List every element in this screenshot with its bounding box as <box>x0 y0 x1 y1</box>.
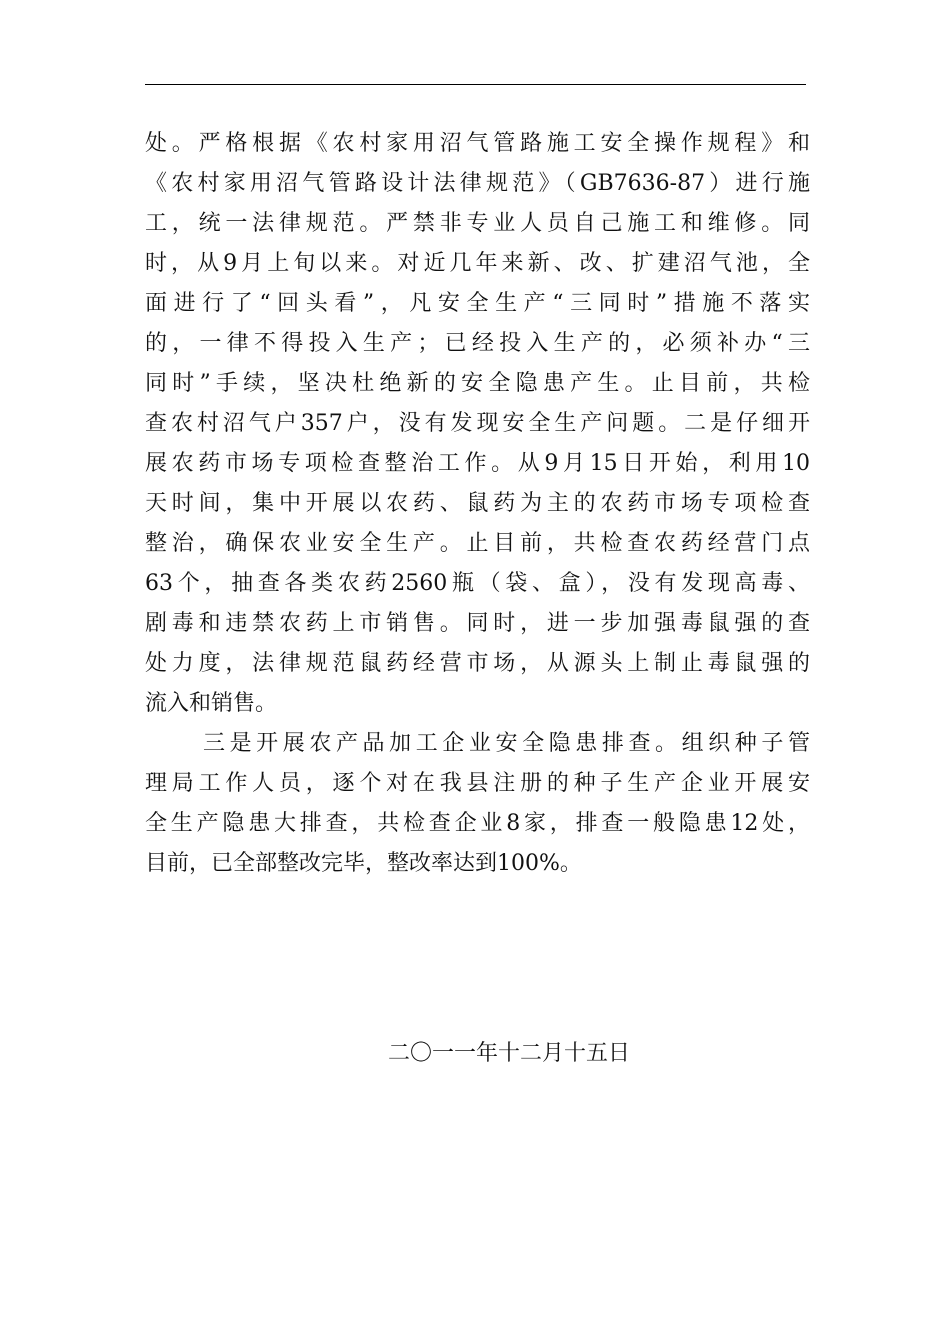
text-line: 《农村家用沼气管路设计法律规范》（GB7636-87）进行施 <box>145 171 810 196</box>
text-line: 天时间，集中开展以农药、鼠药为主的农药市场专项检查 <box>145 491 810 516</box>
text-line: 目前，已全部整改完毕，整改率达到100%。 <box>145 851 582 876</box>
text-line: 全生产隐患大排查，共检查企业8家，排查一般隐患12处， <box>145 811 810 836</box>
text-line: 展农药市场专项检查整治工作。从9月15日开始，利用10 <box>145 451 810 476</box>
text-line: 查农村沼气户357户，没有发现安全生产问题。二是仔细开 <box>145 411 810 436</box>
text-line: 面进行了“回头看”，凡安全生产“三同时”措施不落实 <box>145 291 810 316</box>
document-date: 二〇一一年十二月十五日 <box>388 1041 631 1066</box>
text-line: 整治，确保农业安全生产。止目前，共检查农药经营门点 <box>145 531 810 556</box>
paragraph-2 <box>145 724 810 884</box>
text-line: 剧毒和违禁农药上市销售。同时，进一步加强毒鼠强的查 <box>145 611 810 636</box>
text-line: 63个，抽查各类农药2560瓶（袋、盒），没有发现高毒、 <box>145 571 810 596</box>
text-line: 同时”手续，坚决杜绝新的安全隐患产生。止目前，共检 <box>145 371 810 396</box>
text-line: 处。严格根据《农村家用沼气管路施工安全操作规程》和 <box>145 131 810 156</box>
text-line: 时，从9月上旬以来。对近几年来新、改、扩建沼气池，全 <box>145 251 810 276</box>
body-text <box>145 124 810 884</box>
text-line: 处力度，法律规范鼠药经营市场，从源头上制止毒鼠强的 <box>145 651 810 676</box>
paragraph-1 <box>145 124 810 724</box>
text-line: 流入和销售。 <box>145 691 278 716</box>
text-line: 理局工作人员，逐个对在我县注册的种子生产企业开展安 <box>145 771 810 796</box>
header-rule <box>145 84 806 85</box>
text-line: 的，一律不得投入生产；已经投入生产的，必须补办“三 <box>145 331 810 356</box>
text-line: 工，统一法律规范。严禁非专业人员自己施工和维修。同 <box>145 211 810 236</box>
text-line: 三是开展农产品加工企业安全隐患排查。组织种子管 <box>203 731 810 756</box>
